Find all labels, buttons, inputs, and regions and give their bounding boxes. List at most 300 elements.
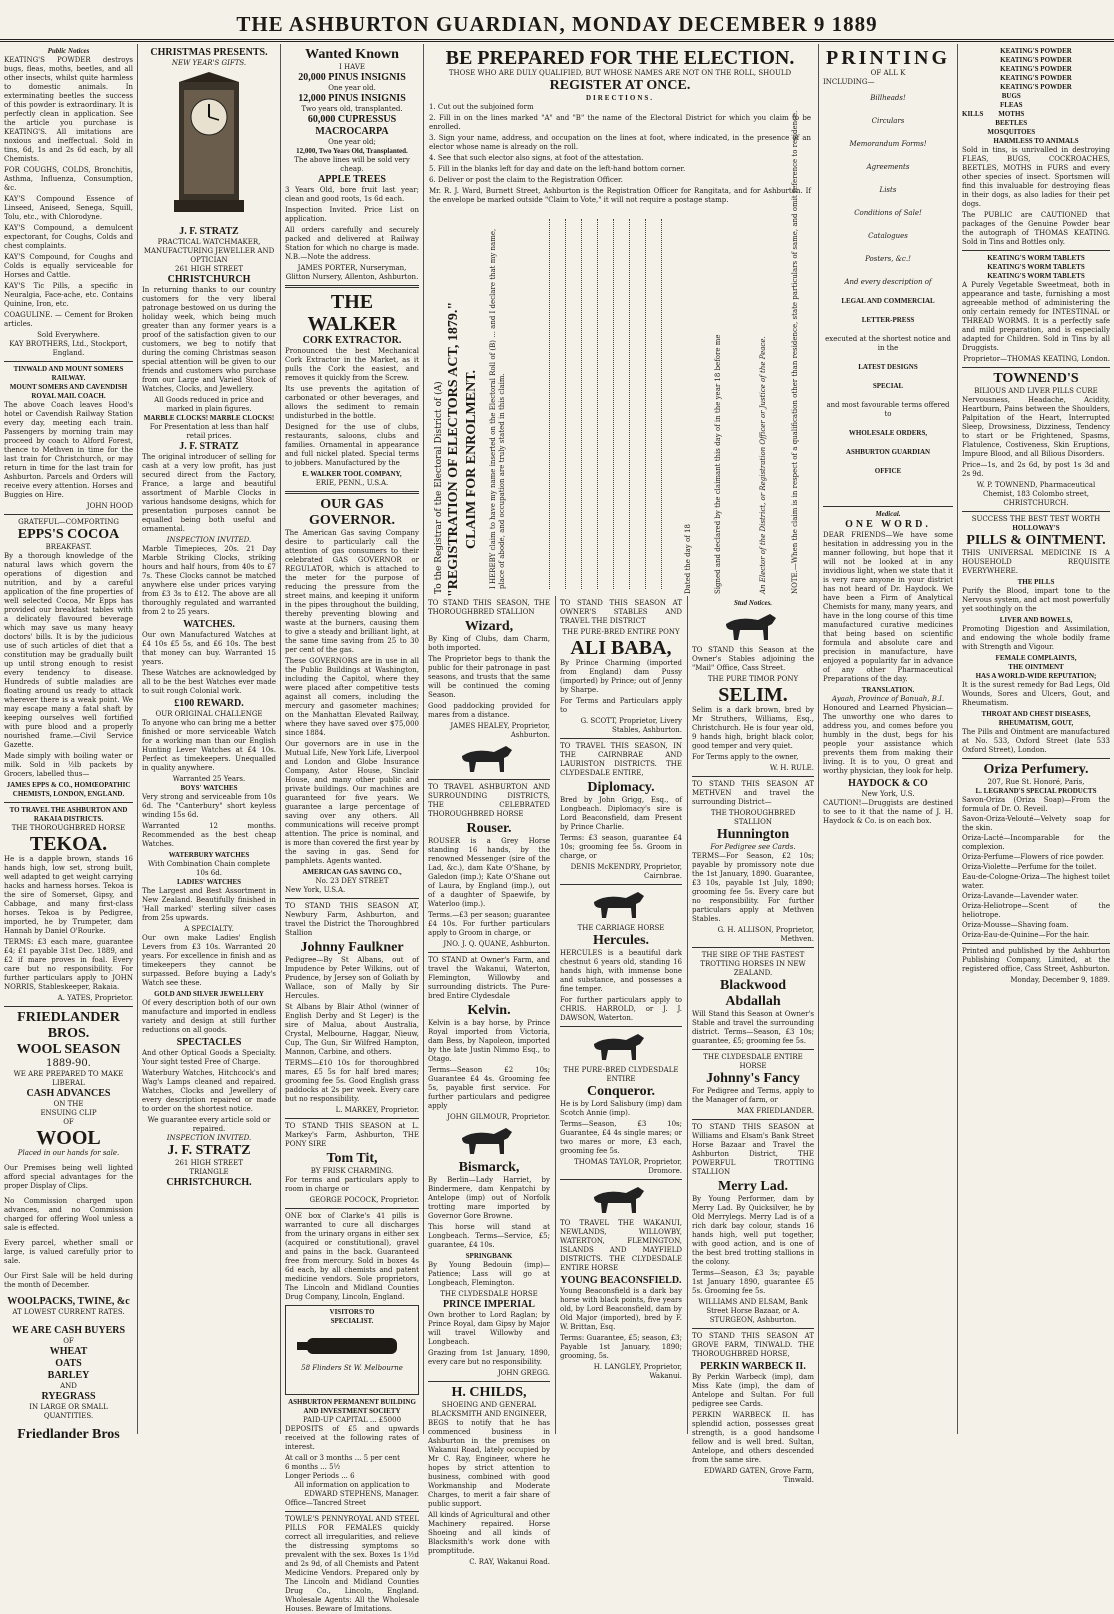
worm-line: KEATING'S WORM TABLETS xyxy=(987,254,1085,262)
ad-wool-season: WOOL SEASON xyxy=(16,1042,121,1057)
ad-warranted: Warranted 25 Years. xyxy=(172,775,246,783)
ad-kelvin-head: TO STAND at Owner's Farm, and travel the Wakanui, Waterton, Flemington, Willowby and surrounding districts. The Pure-bred Entire Clydesdale xyxy=(428,956,550,1000)
ad-ali-prop: G. SCOTT, Proprietor, Livery Stables, Ashburton. xyxy=(580,717,682,734)
ad-keatings-text: Sold in tins, is unrivalled in destroying FLEAS, BUGS, COCKROACHES, BEETLES, MOTHS in FURS and every other species of insect. Sportsmen will find this invaluable for destroying fleas in their dogs, as also ladies for their pet dogs. xyxy=(962,146,1110,208)
ad-faulkner: Johnny Faulkner xyxy=(300,940,404,955)
ad-flinders: 58 Flinders St W. Melbourne xyxy=(301,1364,403,1372)
ad-christmas: CHRISTMAS PRESENTS. xyxy=(150,47,268,58)
ad-epps-text: By a thorough knowledge of the natural laws which govern the operations of digestion and nutrition, and by a careful application of the fine properties of well selected Cocoa, Mr Epps has provided our breakfast tables with a delicately flavoured beverage which may save us many heavy doctors' bills. It is by the judicious use of such articles of diet that a constitution may be gradually built up until strong enough to resist every tendency to disease. Hundreds of subtle maladies are floating around us ready to attack wherever there is a weak point. We may escape many a fatal shaft by keeping ourselves well fortified with pure blood and a properly nourished frame.—Civil Service Gazette. xyxy=(4,552,133,749)
election-notice xyxy=(425,44,815,597)
ad-haydock: HAYDOCK & CO xyxy=(848,778,928,789)
ad-woolpacks: WOOLPACKS, TWINE, &c xyxy=(7,1296,130,1307)
ad-conqueror-head: THE PURE-BRED CLYDESDALE ENTIRE xyxy=(563,1066,679,1083)
print-item: Catalogues xyxy=(868,232,908,240)
bug-item: MOSQUITOES xyxy=(987,128,1036,136)
ad-stratz2: J. F. STRATZ xyxy=(179,441,239,452)
ad-young-head: TO TRAVEL THE WAKANUI, NEWLANDS, WILLOWBY, WATERTON, FLEMINGTON, ISLANDS AND MAYFIELD DISTRICTS. THE CLYDESDALE ENTIRE HORSE xyxy=(560,1219,682,1272)
ad-perkin-head: TO STAND THIS SEASON AT GROVE FARM, TINWALD. THE THOROUGHBRED HORSE, xyxy=(692,1332,814,1358)
keatings-line: KEATING'S POWDER xyxy=(1000,56,1072,64)
ad-ladies: LADIES' WATCHES xyxy=(176,878,242,886)
ad-and: AND xyxy=(60,1382,77,1390)
ad-rheumatism: RHEUMATISM, GOUT, xyxy=(998,719,1074,727)
ad-townend-sub: BILIOUS AND LIVER PILLS CURE xyxy=(974,387,1098,395)
ad-oriza: Oriza Perfumery. xyxy=(983,762,1089,777)
ad-wool: WOOL xyxy=(36,1127,101,1149)
print-item: And every description of xyxy=(844,278,932,286)
ad-langley: H. LANGLEY, Proprietor, Wakanui. xyxy=(593,1363,682,1380)
ad-apple: APPLE TREES xyxy=(318,174,386,185)
ad-gas: OUR GAS GOVERNOR. xyxy=(309,497,395,528)
ad-all-goods: All Goods reduced in price and marked in plain figures. xyxy=(154,396,264,413)
election-step: 6. Deliver or post the claim to the Registration Officer. xyxy=(429,176,623,184)
ad-kelvin: Kelvin. xyxy=(467,1003,511,1018)
ad-stud: Stud Notices. xyxy=(733,599,773,607)
ad-two-years: Two years old, transplanted. xyxy=(301,105,403,113)
ad-rouser-text: ROUSER is a Grey Horse standing 16 hands, by the renowned Messenger (sire of the Lad, &c.), dam Kate O'Shane, by Galedon (imp.); Kate O'Shane out of Laura, by England (imp.), out of a daughter of Spaewife, by Waterloo (imp.). xyxy=(428,837,550,908)
print-item: Posters, &c.! xyxy=(865,255,911,263)
ad-of-all: OF ALL K xyxy=(870,69,906,77)
ad-letterpress: LETTER-PRESS xyxy=(861,316,915,324)
ad-bismarck-text: By Berlin—Lady Harriet, by Bindermere, dam Kenpatchi by Antelope (imp) out of Norfolk trotting mare imported by Governor Gore Browne. xyxy=(428,1176,550,1220)
ad-hunnington-terms: TERMS—For Season, £2 10s; payable by promissory note due the 1st January, 1890. Guarantee, £3 10s, payable 1st July, 1890; grooming fee 5s. Every care but no responsibility. For further particulars apply at Methven Stables. xyxy=(692,852,814,923)
ad-diplomacy: Diplomacy. xyxy=(587,780,655,795)
ad-stratz-trade: PRACTICAL WATCHMAKER, MANUFACTURING JEWELLER AND OPTICIAN xyxy=(143,238,275,264)
ad-faulkner-text: Pedigree—By St Albans, out of Impudence by Peter Wilkins, out of Prudence, by Jersey son of Goliath by Wallace, son of Mally by Sir Hercules. xyxy=(285,956,419,1000)
ad-optical: And other Optical Goods a Specialty. Your sight tested Free of Charge. xyxy=(142,1049,276,1066)
horse-icon xyxy=(454,742,524,776)
ad-waterbury: WATERBURY WATCHES xyxy=(168,851,250,859)
ad-cash-buyers: WE ARE CASH BUYERS xyxy=(11,1325,126,1336)
ad-hunnington-head: TO STAND THIS SEASON AT METHVEN and travel the surrounding District— xyxy=(692,780,814,806)
ad-ointment-text: It is the surest remedy for Bad Legs, Old Wounds, Sores and Ulcers, Gout, and Rheumatism. xyxy=(962,681,1110,707)
form-title: "REGISTRATION OF ELECTORS ACT, 1879." xyxy=(446,301,461,597)
ad-epps-made: Made simply with boiling water or milk. Sold in ½lb packets by Grocers, labelled thus— xyxy=(4,752,133,778)
horse-icon xyxy=(586,1183,656,1217)
ad-of: OF xyxy=(63,1118,74,1126)
print-items xyxy=(823,87,953,293)
ad-gold: GOLD AND SILVER JEWELLERY xyxy=(154,990,264,998)
column-2 xyxy=(138,44,280,1434)
ad-gilmour: JOHN GILMOUR, Proprietor. xyxy=(447,1113,550,1121)
ad-of2: OF xyxy=(63,1337,74,1345)
ad-public-cautioned: The PUBLIC are CAUTIONED that packages of the Genuine Powder bear the autograph of THOMAS KEATING. Sold in Tins and Bottles only. xyxy=(962,211,1110,246)
ad-wizard: Wizard, xyxy=(464,619,514,634)
ad-every-parcel: Every parcel, whether small or large, is valued carefully prior to sale. xyxy=(4,1239,133,1265)
ad-holloway: HOLLOWAY'S xyxy=(1012,524,1060,532)
print-item: Agreements xyxy=(866,163,910,171)
column-4c xyxy=(688,596,818,1484)
ad-rouser-terms: Terms.—£3 per season; guarantee £4 10s. For further particulars apply to Groom in charge, or xyxy=(428,911,550,937)
form-hereby: I HEREBY claim to have my name inserted on the Electoral Roll of (B) ... and I declare that my name, place of abode, and occupation are truly stated in this claim. xyxy=(489,228,506,589)
bug-item: BEETLES xyxy=(995,119,1028,127)
ad-ayaah: Ayaah, Province of Banuah, B.I. xyxy=(831,695,945,703)
masthead xyxy=(0,0,1114,42)
ad-liver: LIVER AND BOWELS, xyxy=(999,616,1073,624)
ad-boys-text: Very strong and serviceable from 10s 6d. The "Canterbury" short keyless winding 15s 6d. xyxy=(142,793,276,819)
form-note: NOTE.—When the claim is in respect of a qualification other than residence, state particulars of same, and omit reference to residence. xyxy=(791,110,799,594)
ad-hunnington-text: For Pedigree see Cards. xyxy=(710,843,796,851)
ad-first-sale: Our First Sale will be held during the month of December. xyxy=(4,1272,133,1289)
ad-guarantee: We guarantee every article sold or repaired. xyxy=(147,1116,271,1133)
ad-boys: BOYS' WATCHES xyxy=(180,784,238,792)
ad-thomas: THOMAS TAYLOR, Proprietor, Dromore. xyxy=(574,1158,682,1175)
ad-hercules-text: HERCULES is a beautiful dark chestnut 6 years old, standing 16 hands high, with immense bone and substance, and possesses a fine temper. xyxy=(560,949,682,993)
ad-kelvin-terms: Terms—Season £2 10s; Guarantee £4 4s. Grooming fee 5s, payable first service. For further particulars and pedigree apply xyxy=(428,1066,550,1110)
ad-keating-prop: Proprietor—THOMAS KEATING, London. xyxy=(963,355,1110,363)
ad-cork: CORK EXTRACTOR. xyxy=(302,335,402,346)
form-dated: Dated the day of 18 xyxy=(684,524,692,594)
ad-kay-brothers: KAY BROTHERS, Ltd., Stockport, England. xyxy=(9,340,128,357)
ad-including: INCLUDING— xyxy=(823,78,875,86)
ad-rouser: Rouser. xyxy=(466,821,512,836)
ad-cork-text: Pronounced the best Mechanical Cork Extractor in the Market, as it pulls the Cork the easiest, and removes it quickly from the Screw. xyxy=(285,347,419,382)
ad-gaten: EDWARD GATEN, Grove Farm, Tinwald. xyxy=(703,1467,814,1484)
ad-young-terms: Terms: Guarantee, £5; season, £3; Payable 1st January, 1890; grooming, 5s. xyxy=(560,1334,682,1360)
ad-childs: H. CHILDS, xyxy=(451,1385,527,1400)
ad-ryegrass: RYEGRASS xyxy=(41,1391,96,1402)
ad-watches: WATCHES. xyxy=(183,619,235,630)
ad-hercules-head: THE CARRIAGE HORSE xyxy=(577,924,665,932)
column-6 xyxy=(958,44,1114,1434)
ad-springbank: SPRINGBANK xyxy=(465,1252,513,1260)
ad-alibaba: ALI BABA, xyxy=(570,637,672,659)
ad-quane: JNO. J. Q. QUANE, Ashburton. xyxy=(443,940,550,948)
ad-kays-tic: KAY'S Tic Pills, a specific in Neuralgia, Face-ache, etc. Contains Quinine, Iron, etc. xyxy=(4,282,133,308)
kills-block xyxy=(962,92,1110,137)
ad-max: MAX FRIEDLANDER. xyxy=(736,1107,814,1115)
masthead-title: THE ASHBURTON GUARDIAN, MONDAY DECEMBER 9 1889 xyxy=(236,12,878,36)
ad-walker: THE WALKER xyxy=(307,291,397,335)
clock-illustration xyxy=(164,72,254,222)
ad-john-hood: JOHN HOOD xyxy=(86,502,133,510)
ad-oriza-addr: 207, Rue St. Honoré, Paris, xyxy=(987,778,1085,786)
ad-printed: Printed and published by the Ashburton Publishing Company, Limited, at the registered office, Cass Street, Ashburton. xyxy=(962,947,1110,973)
ad-female: FEMALE COMPLAINTS, xyxy=(995,654,1077,662)
keatings-line: KEATING'S POWDER xyxy=(1000,74,1072,82)
form-to: To the Registrar of the Electoral District of (A) xyxy=(434,381,444,594)
ad-holloway-text: THIS UNIVERSAL MEDICINE IS A HOUSEHOLD REQUISITE EVERYWHERE. xyxy=(962,549,1110,575)
ad-christchurch2: CHRISTCHURCH. xyxy=(166,1177,252,1188)
form-signed: Signed and declared by the claimant this day of in the year 18 before me xyxy=(714,334,722,594)
ad-warranted12: Warranted 12 months. Recommended as the best cheap Watches. xyxy=(142,822,276,848)
keatings-line: KEATING'S POWDER xyxy=(1000,83,1072,91)
ad-harmless: HARMLESS TO ANIMALS xyxy=(993,137,1079,145)
ad-ny: New York, U.S.A. xyxy=(285,886,346,894)
ad-executed: executed at the shortest notice and in the xyxy=(825,335,951,352)
ad-cork-text2: Its use prevents the agitation of carbonated or other beverages, and allows the sediment to remain undisturbed in the bottle. xyxy=(285,385,419,420)
ad-clydesdale-head: THE CLYDESDALE ENTIRE HORSE xyxy=(703,1053,803,1070)
ad-merry-terms: Terms—Season, £3 3s; payable 1st January 1890, guarantee £5 5s. Grooming fee 5s. xyxy=(692,1269,814,1295)
ad-sold: Sold Everywhere. xyxy=(37,331,100,339)
ad-reputation: HAS A WORLD-WIDE REPUTATION; xyxy=(975,672,1097,680)
oriza-item: Eau-de-Cologne-Oriza—The highest toilet water. xyxy=(962,873,1110,890)
ad-liberal: WE ARE PREPARED TO MAKE LIBERAL xyxy=(13,1070,124,1087)
form-blank-line xyxy=(613,219,614,589)
ad-tomtit-terms: For terms and particulars apply to room in charge or xyxy=(285,1176,419,1193)
election-directions: DIRECTIONS. xyxy=(585,94,655,102)
ad-prince-terms: Grazing from 1st January, 1890, every care but no responsibility. xyxy=(428,1349,550,1366)
ad-paid-up: PAID-UP CAPITAL ... £5000 xyxy=(302,1416,402,1424)
ad-faulkner-text2: St Albans by Blair Athol (winner of English Derby and St Leger) is the sire of Malua, about Australia, Crystal, Melbourne, Haggar, Nieuw, Cup, The Gun, Sir Wilfred Hampton, Mannon, Carbine, and others. xyxy=(285,1003,419,1056)
ad-designed: Designed for the use of clubs, restaurants, saloons, clubs and families. Ornamental in appearance and full nickel plated. Special terms to jobbers. Manufactured by the xyxy=(285,423,419,467)
ad-selim: SELIM. xyxy=(718,684,788,706)
ad-success: SUCCESS THE BEST TEST WORTH xyxy=(971,515,1101,523)
ad-porter: JAMES PORTER, Nurseryman, Glitton Nursery, Allenton, Ashburton. xyxy=(285,264,419,281)
ad-new-years: NEW YEAR'S GIFTS. xyxy=(171,59,247,67)
ad-tekoa-terms: TERMS: £3 each mare, guarantee £4; £1 payable 31st Dec. 1889, and £2 if mare proves in foal. Every care but no responsibility. For further particulars apply to JOHN NORRIS, Stableskeeper, Rakaia. xyxy=(4,938,133,991)
oriza-item: Oriza-Heliotrope—Scent of the heliotrope. xyxy=(962,902,1110,919)
ad-pinus2: 12,000 PINUS INSIGNIS xyxy=(298,93,406,104)
ad-worm-text: A Purely Vegetable Sweetmeat, both in appearance and taste, furnishing a most agreeable method of administering the only certain remedy for INTESTINAL or THREAD WORMS. It is a perfectly safe and mild preparation, and is especially adapted for Children. Sold in Tins by all Druggists. xyxy=(962,281,1110,352)
ad-townend-text: Nervousness, Headache, Acidity, Heartburn, Pains between the Shoulders, Palpitation of the Heart, Interrupted Sleep, Drowsiness, Dizziness, Tendency to start or be Frightened, Spasms, Flatulence, Costiveness, Skin Eruptions, Impure Blood, and all Bilious Disorders. xyxy=(962,396,1110,458)
ad-visitors: VISITORS TO xyxy=(329,1308,375,1316)
ad-terms: and most favourable terms offered to xyxy=(826,401,950,418)
ad-diplomacy-head: TO TRAVEL THIS SEASON, IN THE CAIRNBRAE AND LAURISTON DISTRICTS. THE CLYDESDALE ENTIRE, xyxy=(560,742,682,777)
ad-diplomacy-terms: Terms: £3 season, guarantee £4 10s; grooming fee 5s. Groom in charge, or xyxy=(560,834,682,860)
ad-ointment: THE OINTMENT xyxy=(1008,663,1064,671)
ad-specialist: SPECIALIST. xyxy=(330,1317,374,1325)
form-blank-line xyxy=(661,219,662,589)
ad-trotting-head: THE SIRE OF THE FASTEST TROTTING HORSES IN NEW ZEALAND. xyxy=(700,951,806,977)
election-step: Mr. R. J. Ward, Burnett Street, Ashburton is the Registration Officer for Rangitata, and for Ashburton. If the envelope be marked outside "Claim to Vote," it will not require a postage stamp. xyxy=(429,187,811,204)
ad-deposits: DEPOSITS of £5 and upwards received at the following rates of interest. xyxy=(285,1425,419,1451)
ad-selim-terms: For Terms apply to the owner, xyxy=(692,753,799,761)
column-4a xyxy=(424,596,554,1566)
ad-season-years: 1889-90. xyxy=(46,1058,91,1069)
horse-icon xyxy=(586,1030,656,1064)
ad-tomtit-by: BY FRISK CHARMING. xyxy=(310,1167,394,1175)
ad-alibaba-head: TO STAND THIS SEASON AT OWNER'S STABLES AND TRAVEL THE DISTRICT xyxy=(560,599,682,625)
ad-tekoa-prop: A. YATES, Proprietor. xyxy=(57,994,133,1002)
ad-triangle: TRIANGLE xyxy=(189,1168,229,1176)
print-item: Conditions of Sale! xyxy=(854,209,922,217)
ad-high-street2: 261 HIGH STREET xyxy=(174,1159,243,1167)
ad-friedlander: FRIEDLANDER BROS. xyxy=(17,1010,120,1041)
ad-pinus: 20,000 PINUS INSIGNIS xyxy=(298,72,406,83)
ad-johnny-fancy: Johnny's Fancy xyxy=(706,1071,800,1086)
ad-waltham: Waterbury Watches, Hitchcock's and Wag's Lamps cleaned and repaired. Watches, Clocks and Jewellery of every description repaired or made to order on the shortest notice. xyxy=(142,1069,276,1113)
ad-printing: PRINTING xyxy=(825,47,950,69)
ad-medical: Medical. xyxy=(875,510,901,518)
ad-caution: CAUTION!—Druggists are destined to see to it that the name of J. H. Haydock & Co. is on each box. xyxy=(823,799,953,825)
ad-prince-text: Own brother to Lord Raglan; by Prince Royal, dam Gipsy by Major will travel Willowby and Longbeach. xyxy=(428,1311,550,1346)
ad-stratz-text: In returning thanks to our country customers for the very liberal patronage bestowed on us during the holiday week, which being much greater than any former years is a proof of the satisfaction given to our customers, we beg to notify that during the coming Christmas season special attention will be given to our friends and customers who purchase from our Large and Varied Stock of Watches, Clocks, and Jewellery. xyxy=(142,286,276,393)
ad-wizard-text2: The Proprietor begs to thank the public for their patronage in past seasons, and trusts that the same will be continued the coming Season. xyxy=(428,655,550,699)
ad-apple-text: 3 Years Old, bore fruit last year; clean and good roots, 1s 6d each. xyxy=(285,186,419,203)
form-blank-line xyxy=(549,219,550,589)
ad-coaguline: COAGULINE. — Cement for Broken articles. xyxy=(4,311,133,328)
ad-gregg: JOHN GREGG. xyxy=(497,1369,550,1377)
ad-gas-text2: These GOVERNORS are in use in all the Public Buildings at Washington, including the Capitol, where they were placed after competitive tests against all comers, including the mercury and gasometer machines; on the Manhattan Elevated Railway, where they have saved over $75,000 since 1884. xyxy=(285,657,419,737)
ad-cheap: The above lines will be sold very cheap. xyxy=(294,156,410,173)
bugs-list xyxy=(987,92,1035,137)
ad-legal: LEGAL AND COMMERCIAL xyxy=(841,297,935,305)
ad-tekoa-name: TEKOA. xyxy=(29,833,108,855)
ad-conqueror: Conqueror. xyxy=(586,1084,656,1099)
ad-kills: KILLS xyxy=(962,110,984,118)
ad-spectacles: SPECTACLES xyxy=(176,1037,242,1048)
ad-throat: THROAT AND CHEST DISEASES, xyxy=(981,710,1091,718)
ad-gas-text3: Our governors are in use in the Mutual Life, New York Life, Liverpool and London and Globe Insurance Company, Astor House, Sinclair House, and many other public and private buildings. Our machines are guaranteed for five years. We guarantee a large percentage of saving over any others. All communications will receive prompt attention. The price is nominal, and is more than covered the first year by the saving in gas. Send for pamphlets. Agents wanted. xyxy=(285,740,419,865)
ad-kays-linseed: KAY'S Compound Essence of Linseed, Aniseed, Senega, Squill, Tolu, etc., with Chlorodyne. xyxy=(4,195,133,221)
ad-oats: OATS xyxy=(55,1358,82,1369)
ad-info: All information on application to xyxy=(294,1481,410,1489)
ad-perkin-text: By Perkin Warbeck (imp), dam Miss Kate (imp), the dam of Antelope and Sultan. For full pedigree see Cards. xyxy=(692,1373,814,1408)
ad-office: OFFICE xyxy=(874,467,902,475)
print-item: Memorandum Forms! xyxy=(849,140,927,148)
oriza-item: Oriza-Mousse—Shaving foam. xyxy=(962,921,1069,929)
ad-stratz3: J. F. STRATZ xyxy=(167,1143,251,1158)
ad-twelve: 12,000, Two Years Old, Transplanted. xyxy=(296,147,408,155)
ad-young-text: Young Beaconsfield is a dark bay horse with black points, five years old, by Lord Beaconsfield, dam by Old Major (imported), bred by F. W. Brittan, Esq. xyxy=(560,1287,682,1331)
ad-have: I HAVE xyxy=(339,63,365,71)
ad-coach-text: The above Coach leaves Hood's hotel or Cavendish Railway Station every day, meeting each train. Passengers by morning train may proceed by coach to Alford Forest, thence to Methven in time for the last train for Christchurch, or may return in time for the last train for Ashburton. Parcels and Orders will receive every attention. Horses and Buggies on Hire. xyxy=(4,401,133,499)
ad-townend-addr: W. P. TOWNEND, Pharmaceutical Chemist, 183 Colombo street, CHRISTCHURCH. xyxy=(976,481,1096,507)
election-step: 3. Sign your name, address, and occupation on the lines at foot, where indicated, in the presence of an elector whose name is already on the roll. xyxy=(429,134,811,151)
keatings-line: KEATING'S POWDER xyxy=(1000,47,1072,55)
ad-tinwald-heading: TINWALD AND MOUNT SOMERS RAILWAY. xyxy=(13,365,124,382)
ad-pocock: GEORGE POCOCK, Proprietor. xyxy=(309,1196,419,1204)
ad-clarke: ONE box of Clarke's 41 pills is warranted to cure all discharges from the urinary organs in either sex (acquired or constitutional), gravel and pains in the back. Guaranteed free from mercury. Sold in boxes 4s 6d each, by all chemists and patent medicine vendors. Sole proprietors, The Lincoln and Midland Counties Drug Company, Lincoln, England. xyxy=(285,1212,419,1301)
column-3 xyxy=(281,44,423,1613)
ad-wanted: Wanted Known xyxy=(305,47,399,62)
ad-conqueror-text: He is by Lord Salisbury (imp) dam Scotch Annie (imp). xyxy=(560,1100,682,1117)
horse-icon xyxy=(718,610,788,644)
ad-epps-title: EPPS'S COCOA xyxy=(17,527,120,542)
ad-gas-text: The American Gas saving Company desire to particularly call the attention of gas consumers to their celebrated GAS GOVERNOR or REGULATOR, which is attached to the meter for the purpose of reducing the pressure from the street mains, and keeping it uniform in the pipes throughout the building, thereby preventing blowing and waste at the burners, causing them to give a steady and brilliant light, at the same time saving from 25 to 30 per cent of the gas. xyxy=(285,529,419,654)
ad-mckendry: DENIS McKENDRY, Proprietor, Cairnbrae. xyxy=(570,863,682,880)
ad-erie: ERIE, PENN., U.S.A. xyxy=(315,479,389,487)
ad-walker-co: E. WALKER TOOL COMPANY, xyxy=(302,470,402,478)
ad-the-pills: THE PILLS xyxy=(1017,578,1055,586)
ad-office: Office—Tancred Street xyxy=(285,1499,366,1507)
ad-prince: PRINCE IMPERIAL xyxy=(443,1299,535,1310)
ad-oriza-legrand: L. LEGRAND'S SPECIAL PRODUCTS xyxy=(975,787,1097,795)
ad-keatings: KEATING'S POWDER destroys bugs, fleas, moths, beetles, and all other insects, whilst quite harmless to domestic animals. In exterminating beetles the success of this powder is extraordinary. It is perfectly clean in application. See the article you purchase is KEATING'S. All imitations are noxious and ineffectual. Sold in tins, 6d, 1s and 2s 6d each, by all Chemists. xyxy=(4,56,133,163)
ad-rouser-head: TO TRAVEL ASHBURTON AND SURROUNDING DISTRICTS, THE CELEBRATED THOROUGHBRED HORSE xyxy=(428,783,550,818)
ad-childs-text: BEGS to notify that he has commenced business in Ashburton in the premises on Wakanui Road, lately occupied by Mr C. Ray, Engineer, where he hopes by strict attention to business, combined with good Workmanship and Moderate Charges, to merit a fair share of public support. xyxy=(428,1419,550,1508)
ad-friedlander-sign: Friedlander Bros xyxy=(17,1427,120,1442)
ad-one-word-text: DEAR FRIENDS—We have some hesitation in addressing you in the manner following, but hope that it will not be looked at in any invidious light, when we state that it is very rare anyone in your district has not heard of Dr. Haydock. We have been a Firm of Analytical Chemists for many, many years, and have in the long course of this time manufactured curative medicines that being based on scientific formula and absolute care and precision in manufacture, have enjoyed a popularity far in advance of any other Pharmaceutical Preparations of the day. xyxy=(823,531,954,683)
ad-rule: W. H. RULE. xyxy=(769,764,814,772)
ad-kays-horses: KAY'S Compound, for Coughs and Colds is equally serviceable for Horses and Cattle. xyxy=(4,253,133,279)
ad-marble-list: Marble Timepieces, 20s. 21 Day Marble Striking Clocks, striking hours and half hours, from 40s to £7 7s. These Clocks cannot be matched anywhere else under prices varying from £3 3s to £12. The above are all thoroughly regulated and warranted from 2 to 25 years. xyxy=(142,545,276,616)
bug-item: FLEAS xyxy=(999,101,1023,109)
ad-ladies-text: The Largest and Best Assortment in New Zealand. Beautifully finished in 'Hall marked' sterling silver cases from 25s upwards. xyxy=(142,887,276,922)
oriza-list xyxy=(962,796,1110,940)
ad-one-year: One year old. xyxy=(328,84,376,92)
ad-apple-orders: All orders carefully and securely packed and delivered at Railway Station for which no charge is made. N.B.—Note the address. xyxy=(285,226,419,261)
form-blank-line xyxy=(581,219,582,589)
ad-alibaba-sub: THE PURE-BRED ENTIRE PONY xyxy=(562,628,680,636)
ad-young: YOUNG BEACONSFIELD. xyxy=(560,1275,682,1286)
election-step: 1. Cut out the subjoined form xyxy=(429,103,534,111)
ad-call: At call or 3 months ... 5 per cent xyxy=(285,1454,400,1462)
form-claim: CLAIM FOR ENROLMENT. xyxy=(464,369,479,549)
ad-wizard-text: By King of Clubs, dam Charm, both imported. xyxy=(428,635,550,652)
ad-chain: With Combination Chain complete 10s 6d. xyxy=(147,860,271,877)
horse-icon xyxy=(586,888,656,922)
ad-townend-price: Price—1s, and 2s 6d, by post 1s 3d and 2s 9d. xyxy=(962,461,1110,478)
ad-hunnington: Hunnington xyxy=(716,827,790,842)
ad-cash-advances: CASH ADVANCES xyxy=(26,1088,111,1099)
ad-specialist-box xyxy=(285,1305,419,1395)
ad-diplomacy-text: Bred by John Grigg, Esq., of Longbeach. Diplomacy's sire is Lord Beaconsfield, dam Present by Prince Charlie. xyxy=(560,796,682,831)
ad-reward: £100 REWARD. xyxy=(174,698,244,709)
ad-one-year2: One year old; xyxy=(328,138,376,146)
ad-challenge: OUR ORIGINAL CHALLENGE xyxy=(155,710,263,718)
ad-stephens: EDWARD STEPHENS, Manager. xyxy=(304,1490,419,1498)
ad-selim-head: TO STAND this Season at the Owner's Stables adjoining the "Mail" Office, Cass Street. xyxy=(692,646,814,672)
ad-wheat: WHEAT xyxy=(49,1346,88,1357)
ad-liver-text: Promoting Digestion and Assimilation, and endowing the whole bodily frame with Strength and Vigour. xyxy=(962,625,1110,651)
form-blank-line xyxy=(629,219,630,589)
ad-faulkner-terms: TERMS—£10 10s for thoroughbred mares, £5 5s for half bred mares; grooming fee 5s. Good English grass paddocks at 2s per week. Every care but no responsibility. xyxy=(285,1059,419,1103)
ad-holloway-addr: The Pills and Ointment are manufactured at No. 533, Oxford Street (late 533 Oxford Street), London. xyxy=(962,728,1110,754)
ad-building-soc: ASHBURTON PERMANENT BUILDING AND INVESTMENT SOCIETY xyxy=(288,1398,416,1415)
ad-pills-text: Purify the Blood, impart tone to the Nervous system, and act most powerfully yet soothingly on the xyxy=(962,587,1110,613)
ad-quantities: IN LARGE OR SMALL QUANTITIES. xyxy=(29,1403,108,1420)
oriza-item: Oriza-Violette—Perfume for the toilet. xyxy=(962,863,1097,871)
ad-no-commission: No Commission charged upon advances, and no Commission charged for offering Wool unless a sale is effected. xyxy=(4,1197,133,1232)
form-blank-line xyxy=(645,219,646,589)
ad-blackwood: Blackwood Abdallah xyxy=(719,978,787,1009)
ad-lowest: AT LOWEST CURRENT RATES. xyxy=(12,1308,125,1316)
oriza-item: Oriza-Eau-de-Quinine—For the hair. xyxy=(962,931,1090,939)
ad-inspection: INSPECTION INVITED. xyxy=(166,536,252,544)
ad-dey: No. 23 DEY STREET xyxy=(315,877,389,885)
ad-date: Monday, December 9, 1889. xyxy=(1010,976,1110,984)
ad-springbank-text: By Young Bedouin (imp)—Patience; Lass will go at Longbeach, Flemington. xyxy=(428,1261,550,1287)
ad-perkin: PERKIN WARBECK II. xyxy=(700,1361,806,1372)
ad-christchurch: CHRISTCHURCH xyxy=(167,274,251,285)
ad-kays-compound: KAY'S Compound, a demulcent expectorant, for Coughs, Colds and chest complaints. xyxy=(4,224,133,250)
ad-longer: Longer Periods ... 6 xyxy=(285,1472,355,1480)
ad-selim-text: Selim is a dark brown, bred by Mr Struthers, Williams, Esq., Christchurch. He is four year old, 9 hands high, bright black color, good temper and very quiet. xyxy=(692,706,814,750)
election-step: 4. See that such elector also signs, at foot of the attestation. xyxy=(429,154,644,162)
ad-epps-company: JAMES EPPS & CO., HOMŒOPATHIC CHEMISTS, LONDON, ENGLAND. xyxy=(6,781,131,798)
ad-tomtit-head: TO STAND THIS SEASON at L. Markey's Farm, Ashburton, THE PONY SIRE xyxy=(285,1122,419,1148)
ad-winders: These Watches are acknowledged by all to be the best Watches ever made to suit rough Colonial work. xyxy=(142,669,276,695)
ad-bismarck: Bismarck, xyxy=(458,1160,520,1175)
ad-inspection2: INSPECTION INVITED. xyxy=(166,1134,252,1142)
ad-merry-text: By Young Performer, dam by Merry Lad. By Quicksilver, he by Old Merrylegs. Merry Lad is of a rich dark bay colour, stands 16 hands high, well put together, with good action, and is one of the best bred trotting stallions in the colony. xyxy=(692,1195,814,1266)
ad-original: The original introducer of selling for cash at a very low profit, has just secured direct from the Factory, France, a large and beautiful assortment of Marble Clocks in various handsome designs, which for presentation purposes cannot be equalled being both useful and ornamental. xyxy=(142,453,276,533)
ad-hercules: Hercules. xyxy=(592,933,650,948)
ad-presentation: For Presentation at less than half retail prices. xyxy=(149,423,269,440)
worm-list xyxy=(962,254,1110,281)
ad-selim-sub: THE PURE TIMOR PONY xyxy=(707,675,799,683)
oriza-item: Oriza-Lavande—Lavender water. xyxy=(962,892,1079,900)
ad-pills: PILLS & OINTMENT. xyxy=(966,533,1106,548)
ad-barley: BARLEY xyxy=(47,1370,90,1381)
form-blank-line xyxy=(597,219,598,589)
election-step: 2. Fill in on the lines marked "A" and "B" the name of the Electoral District for which you claim to be enrolled. xyxy=(429,114,811,131)
ad-translation: TRANSLATION. xyxy=(861,686,915,694)
ad-wizard-terms: Good paddocking provided for mares from a distance. xyxy=(428,702,550,719)
ad-six: 6 months ... 5½ xyxy=(285,1463,341,1471)
ad-healey: JAMES HEALEY, Proprietor, Ashburton. xyxy=(450,722,550,739)
election-headline: BE PREPARED FOR THE ELECTION. xyxy=(445,47,795,69)
ad-special: SPECIAL xyxy=(872,382,904,390)
bug-item: MOTHS xyxy=(998,110,1025,118)
ad-tekoa-sub: THE THOROUGHBRED HORSE xyxy=(11,824,126,832)
ad-wizard-head: TO STAND THIS SEASON, THE THOROUGHBRED STALLION xyxy=(428,599,550,616)
ad-faulkner-head: TO STAND THIS SEASON AT, Newbury Farm, Ashburton, and travel the District the Thoroughbred Stallion xyxy=(285,902,419,937)
keatings-line: KEATING'S POWDER xyxy=(1000,65,1072,73)
oriza-item: Savon-Oriza-Velouté—Velvety soap for the skin. xyxy=(962,815,1110,832)
ad-ensuing: ENSUING CLIP xyxy=(40,1109,97,1117)
